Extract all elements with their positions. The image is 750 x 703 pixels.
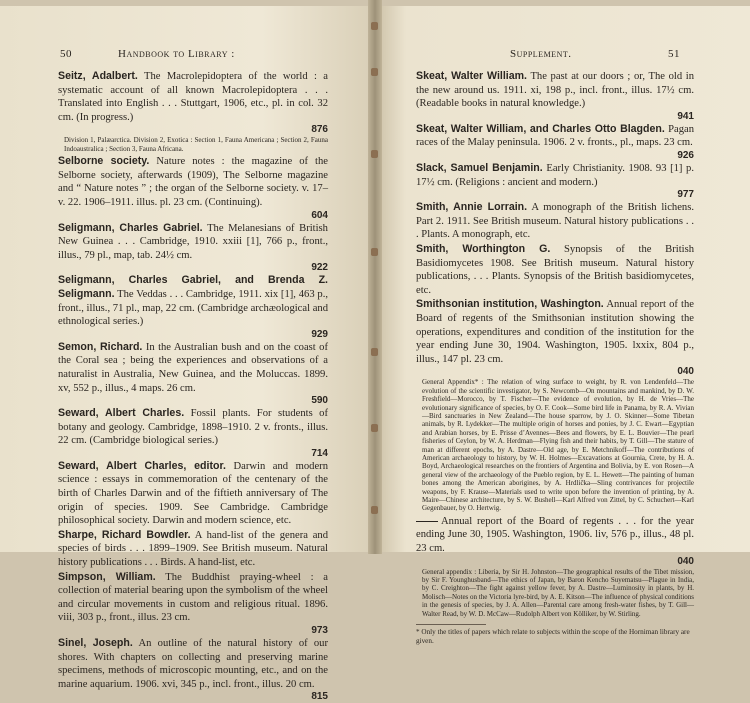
catalogue-entry: [416, 162, 694, 200]
entry-heading: Seligmann, Charles Gabriel, and Brenda Z. Seligmann.: [58, 274, 328, 300]
entry-contents-note: Division 1, Palæarctica. Division 2, Exotica : Section 1, Fauna Americana ; Section 2, Fauna Indoaustralica ; Section 3, Fauna Africana.: [64, 136, 328, 153]
catalogue-entry: [416, 70, 694, 122]
class-number: 977: [677, 189, 694, 201]
page-number: 51: [668, 48, 680, 60]
right-page: [376, 6, 750, 645]
class-number: 929: [311, 328, 328, 340]
entry-text: Nature notes : the magazine of the Selborne society, afterwards (1909), The Selborne magazine and “ Nature notes ” ; the organ of the Selborne society. v. 17–v. 22. 1906–1911. illus. pl. 23 cm. (Continuing).: [58, 156, 328, 208]
entry-heading: Selborne society.: [58, 155, 150, 168]
class-number: 941: [677, 110, 694, 122]
binding-tab: [371, 348, 378, 356]
catalogue-entry: [416, 123, 694, 161]
catalogue-entry: [58, 571, 328, 636]
entry-text: Annual report of the Board of regents of the Smithsonian institution showing the operations, expenditures and condition of the institution for the year ending June 30, 1904. Washington, 1905. lxxix, 804 p., illus., 147 pl. 23 cm.: [416, 299, 694, 365]
class-number: 714: [311, 447, 328, 459]
entry-text: Fossil plants. For students of botany and geology. Cambridge, 1898–1910. 2 v. fronts., illus. 22 cm. (Cambridge biological series.): [58, 408, 328, 447]
class-number: 876: [311, 124, 328, 136]
class-number: 590: [311, 395, 328, 407]
entry-text: Early Christianity. 1908. 93 [1] p. 17½ cm. (Religions : ancient and modern.): [416, 162, 694, 188]
entry-heading: Smithsonian institution, Washington.: [416, 298, 604, 311]
entry-heading: Seward, Albert Charles, editor.: [58, 459, 226, 472]
entry-heading: Seligmann, Charles Gabriel.: [58, 221, 203, 234]
binding-tab: [371, 424, 378, 432]
entry-text: A hand-list of the genera and species of birds . . . 1899–1909. See British museum. Natural history publications . . . Birds. A hand-list, etc.: [58, 529, 328, 569]
book-gutter: [368, 0, 382, 554]
class-number: 926: [677, 149, 694, 161]
binding-tab: [371, 248, 378, 256]
running-head: Supplement.: [510, 48, 572, 60]
entry-contents-note: General appendix : Liberia, by Sir H. Johnston—The geographical results of the Tibet mission, by Sir F. Younghusband—The ethics of Japan, by Baron Kencho Suyematsu—Plague in India, by C. Creighton—The fight against yellow fever, by A. Dastre—Luminosity in plants, by H. Molisch—Notes on the Victoria lyre-bird, by A. E. Kitson—The influence of physical conditions in the genesis of species, by J. A. Allen—Parental care among fresh-water fishes, by T. Gill—Walter Read, by W. D. McCaw—Rudolph Albert von Kölliker, by W. Stirling.: [422, 567, 694, 618]
entry-heading: Seitz, Adalbert.: [58, 70, 138, 82]
class-number: 604: [311, 209, 328, 221]
entry-heading: Skeat, Walter William, and Charles Otto Blagden.: [416, 122, 665, 135]
class-number: 815: [311, 691, 328, 703]
catalogue-entry: [416, 201, 694, 242]
entry-text: A monograph of the British lichens. Part 2. 1911. See British museum. Natural history publications . . . Plants. A monograph, etc.: [416, 202, 694, 241]
catalogue-entry: [58, 222, 328, 274]
entry-heading: Sinel, Joseph.: [58, 637, 133, 649]
catalogue-entry: [58, 341, 328, 406]
entry-text: The Melanesians of British New Guinea . . . Cambridge, 1910. xxiii [1], 766 p., front., illus., 79 pl., map, tab. 24½ cm.: [58, 222, 328, 261]
catalogue-entry: [58, 407, 328, 459]
catalogue-entry: [58, 274, 328, 339]
running-head: Handbook to Library :: [118, 48, 235, 60]
entry-heading: Seward, Albert Charles.: [58, 407, 185, 420]
entry-text: Pagan races of the Malay peninsula. 1906. 2 v. fronts., pl., maps. 23 cm.: [416, 123, 694, 149]
catalogue-entry: [416, 243, 694, 297]
entry-heading: Simpson, William.: [58, 570, 156, 583]
binding-tab: [371, 506, 378, 514]
catalogue-entry: [58, 155, 328, 220]
class-number: 973: [311, 625, 328, 636]
entry-contents-note: General Appendix* : The relation of wing surface to weight, by R. von Lendenfeld—The evolution of the scientific investigator, by S. Newcomb—On mountains and mankind, by D. W. Freshfield—Morocco, by T. Fischer—The evidence of evolution, by H. de Vries—The evolutionary significance of species, by O. F. Cook—Some bird life in Panama, by R. A. Vivian—Bird sanctuaries in New Zealand—The house sparrow, by J. O. Skinner—Some Tibetan animals, by R. Lydekker—The multiple origin of horses and ponies, by J. C. Ewart—Egyptian and Arabian horses, by E. Prisse d’Avennes—Bees and flowers, by E. L. Bouvier—The pearl fisheries of Ceylon, by W. A. Herdman—Flying fish and their habits, by T. Gill—The stature of man at different epochs, by A. Dastre—Old age, by E. Metchnikoff—The contributions of American archaeology to history, by W. H. Holmes—Excavations at Gournia, Crete, by H. A. Boyd, Archaeological researches on the frontiers of Argentina and Bolivia, by E. von Rosen—A general view of the archaeology of the Pueblo region, by E. L. Hewett—The painting of human bones among the American aborigines, by A. Hrdlička—Sling contrivances for projectile weapons, by F. Krause—Materials used to write upon before the invention of printing, by A. Maire—Chinese architecture, by S. W. Bushell—Karl Alfred von Zittel, by C. Schuchert—Karl Gegenbauer, by O. Hertwig.: [422, 378, 694, 513]
right-running-header: [376, 48, 750, 62]
ditto-dash: [416, 521, 438, 522]
class-number: 040: [677, 555, 694, 567]
entry-heading: Skeat, Walter William.: [416, 70, 527, 82]
catalogue-entry: [58, 529, 328, 570]
footnote-rule: [416, 624, 486, 625]
entry-text: The past at our doors ; or, The old in the new around us. 1911. xi, 198 p., incl. front., illus. 17½ cm. (Readable books in natural knowledge.): [416, 71, 694, 110]
entry-text: The Veddas . . . Cambridge, 1911. xix [1], 463 p., front., illus., 71 pl., map, 22 cm. (Cambridge archæological and ethnological series.): [58, 288, 328, 328]
binding-tab: [371, 150, 378, 158]
entry-heading: Sharpe, Richard Bowdler.: [58, 528, 191, 541]
binding-tab: [371, 22, 378, 30]
catalogue-entry: [58, 70, 328, 135]
entry-text: In the Australian bush and on the coast of the Coral sea ; being the experiences and observations of a naturalist in Australia, New Guinea, and the Moluccas. 1899. xv, 552 p., illus., 4 maps. 26 cm.: [58, 341, 328, 394]
footnote: * Only the titles of papers which relate to subjects within the scope of the Horniman library are given.: [416, 628, 690, 645]
page-number: 50: [60, 48, 72, 60]
right-column: [416, 70, 694, 645]
entry-text: Annual report of the Board of regents . . . for the year ending June 30, 1905. Washington, 1906. liv, 576 p., illus., 48 pl. 23 cm.: [416, 515, 694, 554]
entry-text: Darwin and modern science : essays in commemoration of the centenary of the birth of Charles Darwin and of the fiftieth anniversary of The origin of species. 1909. See Cambridge. Cambridge philosophical society. Darwin and modern science, etc.: [58, 460, 328, 527]
entry-heading: Slack, Samuel Benjamin.: [416, 161, 543, 174]
entry-text: The Buddhist praying-wheel : a collection of material bearing upon the symbolism of the wheel and circular movements in custom and religious ritual. 1896. viii, 303 p., front., illus. 23 cm.: [58, 571, 328, 624]
entry-heading: Smith, Worthington G.: [416, 242, 551, 255]
entry-text: Synopsis of the British Basidiomycetes 1908. See British museum. Natural history publications, . . . Plants. Synopsis of the British basidiomycetes, etc.: [416, 243, 694, 296]
catalogue-entry: [58, 460, 328, 528]
left-running-header: [0, 48, 374, 62]
class-number: 040: [677, 366, 694, 378]
catalogue-entry: [416, 298, 694, 377]
binding-tab: [371, 68, 378, 76]
entry-text: An outline of the natural history of our shores. With chapters on collecting and preserving marine specimens, methods of microscopic mounting, etc., and on the marine aquarium. 1906. xvi, 345 p., incl. front., illus. 20 cm.: [58, 638, 329, 690]
left-page: [0, 6, 374, 703]
entry-text: The Macrolepidoptera of the world : a systematic account of all known Macrolepidoptera . . . Translated into English . . . Stuttgart, 1906, etc., pl. in col. 32 cm. (In progress.): [58, 71, 328, 123]
catalogue-entry: [416, 515, 694, 567]
left-column: [58, 70, 328, 703]
class-number: 922: [311, 262, 328, 274]
entry-heading: Semon, Richard.: [58, 340, 143, 353]
catalogue-entry: [58, 637, 328, 702]
entry-heading: Smith, Annie Lorrain.: [416, 201, 528, 214]
